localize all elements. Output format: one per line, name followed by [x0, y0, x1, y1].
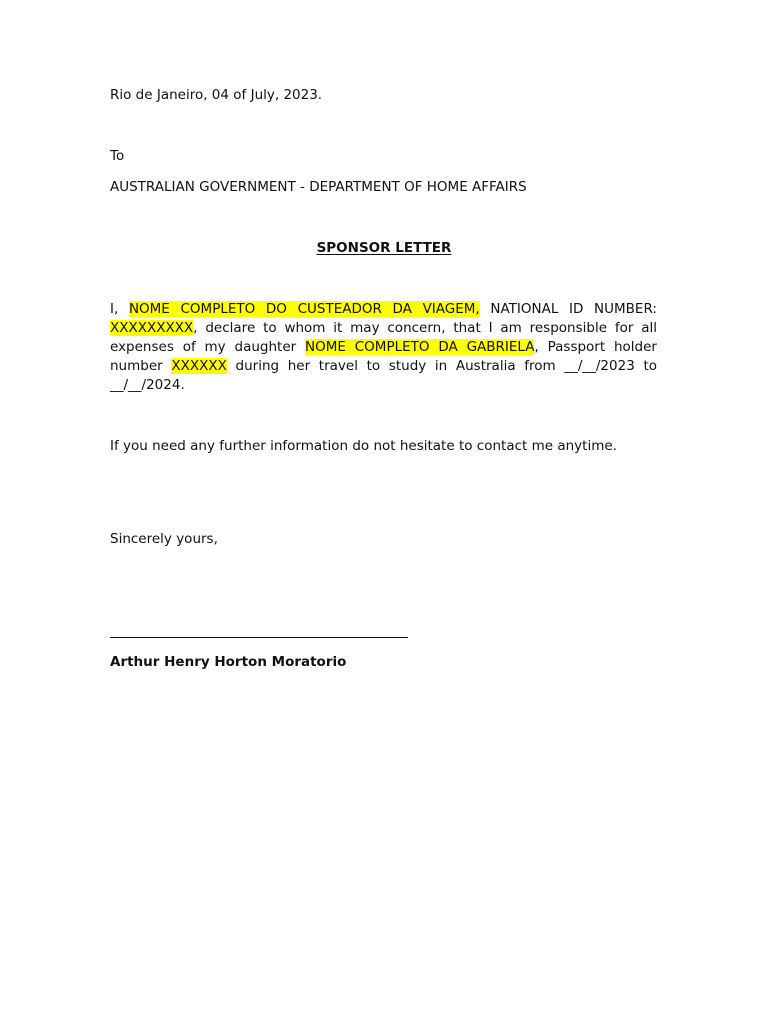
body-paragraph: [110, 300, 657, 395]
daughter-name-placeholder: NOME COMPLETO DA GABRIELA: [305, 339, 535, 355]
date-line: Rio de Janeiro, 04 of July, 2023.: [110, 87, 323, 103]
passport-number-placeholder: XXXXXX: [171, 358, 227, 374]
body-text-part2: NATIONAL ID NUMBER:: [479, 301, 657, 317]
sponsor-name-placeholder: NOME COMPLETO DO CUSTEADOR DA VIAGEM,: [128, 301, 480, 317]
body-text-part3: , declare to whom it may concern, that I am responsible for all expenses of my daughter: [110, 320, 657, 355]
recipient-line: AUSTRALIAN GOVERNMENT - DEPARTMENT OF HOME AFFAIRS: [110, 179, 527, 195]
contact-line: If you need any further information do not hesitate to contact me anytime.: [110, 438, 617, 454]
signer-name: Arthur Henry Horton Moratorio: [110, 654, 347, 670]
body-text-part1: I,: [110, 301, 129, 317]
closing-line: Sincerely yours,: [110, 531, 218, 547]
letter-title: SPONSOR LETTER: [316, 240, 452, 256]
body-text-part5: during her travel to study in Australia from __/__/2023 to __/__/2024.: [110, 358, 658, 393]
national-id-placeholder: XXXXXXXXX: [110, 320, 194, 336]
signature-line: [110, 637, 408, 638]
body-text-part4: , Passport holder number: [110, 339, 657, 374]
to-label: To: [110, 148, 125, 164]
